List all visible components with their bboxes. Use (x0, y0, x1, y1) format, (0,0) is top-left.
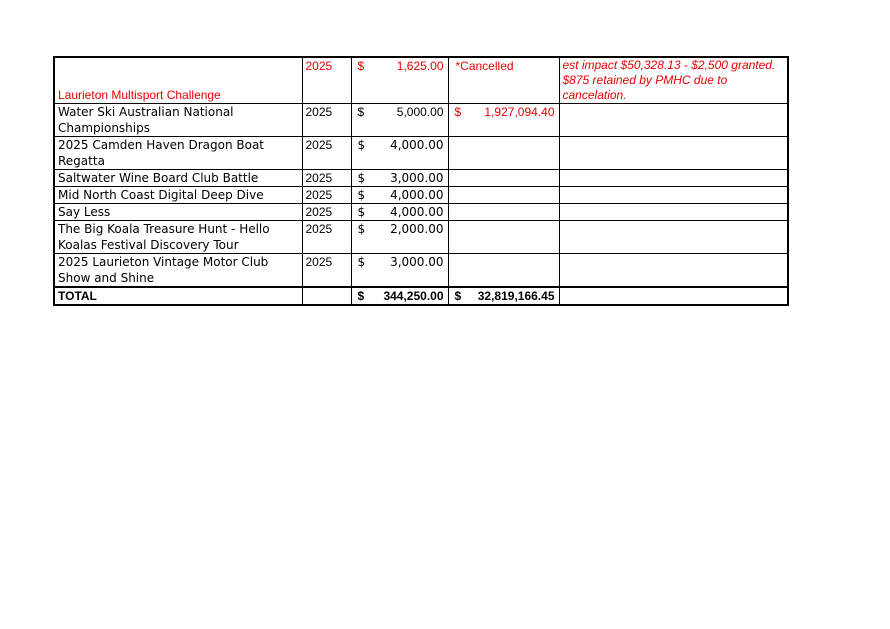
note-cell (559, 170, 788, 187)
note-cell (559, 221, 788, 254)
impact-cell (448, 137, 559, 170)
impact-cell (448, 170, 559, 187)
year-cell: 2025 (302, 221, 351, 254)
currency-symbol: $ (454, 289, 462, 303)
amount-value: 4,000.00 (390, 188, 444, 202)
total-label: TOTAL (54, 287, 302, 305)
event-name-cell: Laurieton Multisport Challenge (54, 57, 302, 104)
currency-symbol: $ (357, 105, 365, 119)
amount-cell (351, 221, 448, 254)
table-row (54, 104, 788, 137)
amount-value: 3,000.00 (390, 171, 444, 185)
currency-symbol: $ (357, 222, 366, 236)
impact-cell (448, 187, 559, 204)
amount-value: 3,000.00 (390, 255, 444, 269)
impact-cell (448, 104, 559, 137)
event-name-cell: Say Less (54, 204, 302, 221)
amount-value: 5,000.00 (396, 105, 444, 119)
currency-symbol: $ (357, 188, 366, 202)
year-cell (302, 287, 351, 305)
total-impact: 32,819,166.45 (477, 289, 555, 303)
amount-cell (351, 254, 448, 288)
total-amount: 344,250.00 (383, 289, 444, 303)
currency-symbol: $ (357, 171, 366, 185)
event-name-cell: The Big Koala Treasure Hunt - Hello Koalas Festival Discovery Tour (54, 221, 302, 254)
amount-value: 4,000.00 (390, 138, 444, 152)
table-row (54, 170, 788, 187)
year-cell: 2025 (302, 57, 351, 104)
amount-cell (351, 104, 448, 137)
year-cell: 2025 (302, 137, 351, 170)
event-name-cell: Mid North Coast Digital Deep Dive (54, 187, 302, 204)
year-cell: 2025 (302, 104, 351, 137)
amount-value: 1,625.00 (396, 59, 444, 73)
impact-cell (448, 254, 559, 288)
impact-value: 1,927,094.40 (484, 105, 555, 119)
event-name-cell: 2025 Laurieton Vintage Motor Club Show and Shine (54, 254, 302, 288)
impact-cell (448, 204, 559, 221)
table-row (54, 137, 788, 170)
status-text: *Cancelled (455, 59, 514, 73)
note-cell (559, 104, 788, 137)
amount-cell (351, 187, 448, 204)
amount-cell (351, 137, 448, 170)
table-row (54, 221, 788, 254)
note-text: est impact $50,328.13 - $2,500 granted. $875 retained by PMHC due to cancelation. (562, 58, 776, 102)
currency-symbol: $ (357, 138, 366, 152)
event-name-cell: Saltwater Wine Board Club Battle (54, 170, 302, 187)
total-row (54, 287, 788, 305)
amount-value: 2,000.00 (390, 222, 444, 236)
table-row (54, 57, 788, 104)
note-cell (559, 287, 788, 305)
amount-cell (351, 170, 448, 187)
note-cell (559, 254, 788, 288)
currency-symbol: $ (357, 59, 365, 73)
currency-symbol: $ (454, 105, 462, 119)
amount-cell (351, 204, 448, 221)
amount-value: 4,000.00 (390, 205, 444, 219)
events-funding-table (53, 56, 789, 306)
event-name-cell: Water Ski Australian National Championships (54, 104, 302, 137)
note-cell (559, 187, 788, 204)
table-row (54, 204, 788, 221)
currency-symbol: $ (357, 255, 366, 269)
total-amount-cell (351, 287, 448, 305)
year-cell: 2025 (302, 204, 351, 221)
table-row (54, 254, 788, 288)
note-cell (559, 137, 788, 170)
note-cell (559, 204, 788, 221)
total-impact-cell (448, 287, 559, 305)
impact-cell (448, 221, 559, 254)
table-row (54, 187, 788, 204)
note-cell (559, 57, 788, 104)
currency-symbol: $ (357, 205, 366, 219)
currency-symbol: $ (357, 289, 365, 303)
year-cell: 2025 (302, 170, 351, 187)
amount-cell (351, 57, 448, 104)
year-cell: 2025 (302, 187, 351, 204)
event-name-cell: 2025 Camden Haven Dragon Boat Regatta (54, 137, 302, 170)
impact-cell (448, 57, 559, 104)
year-cell: 2025 (302, 254, 351, 288)
